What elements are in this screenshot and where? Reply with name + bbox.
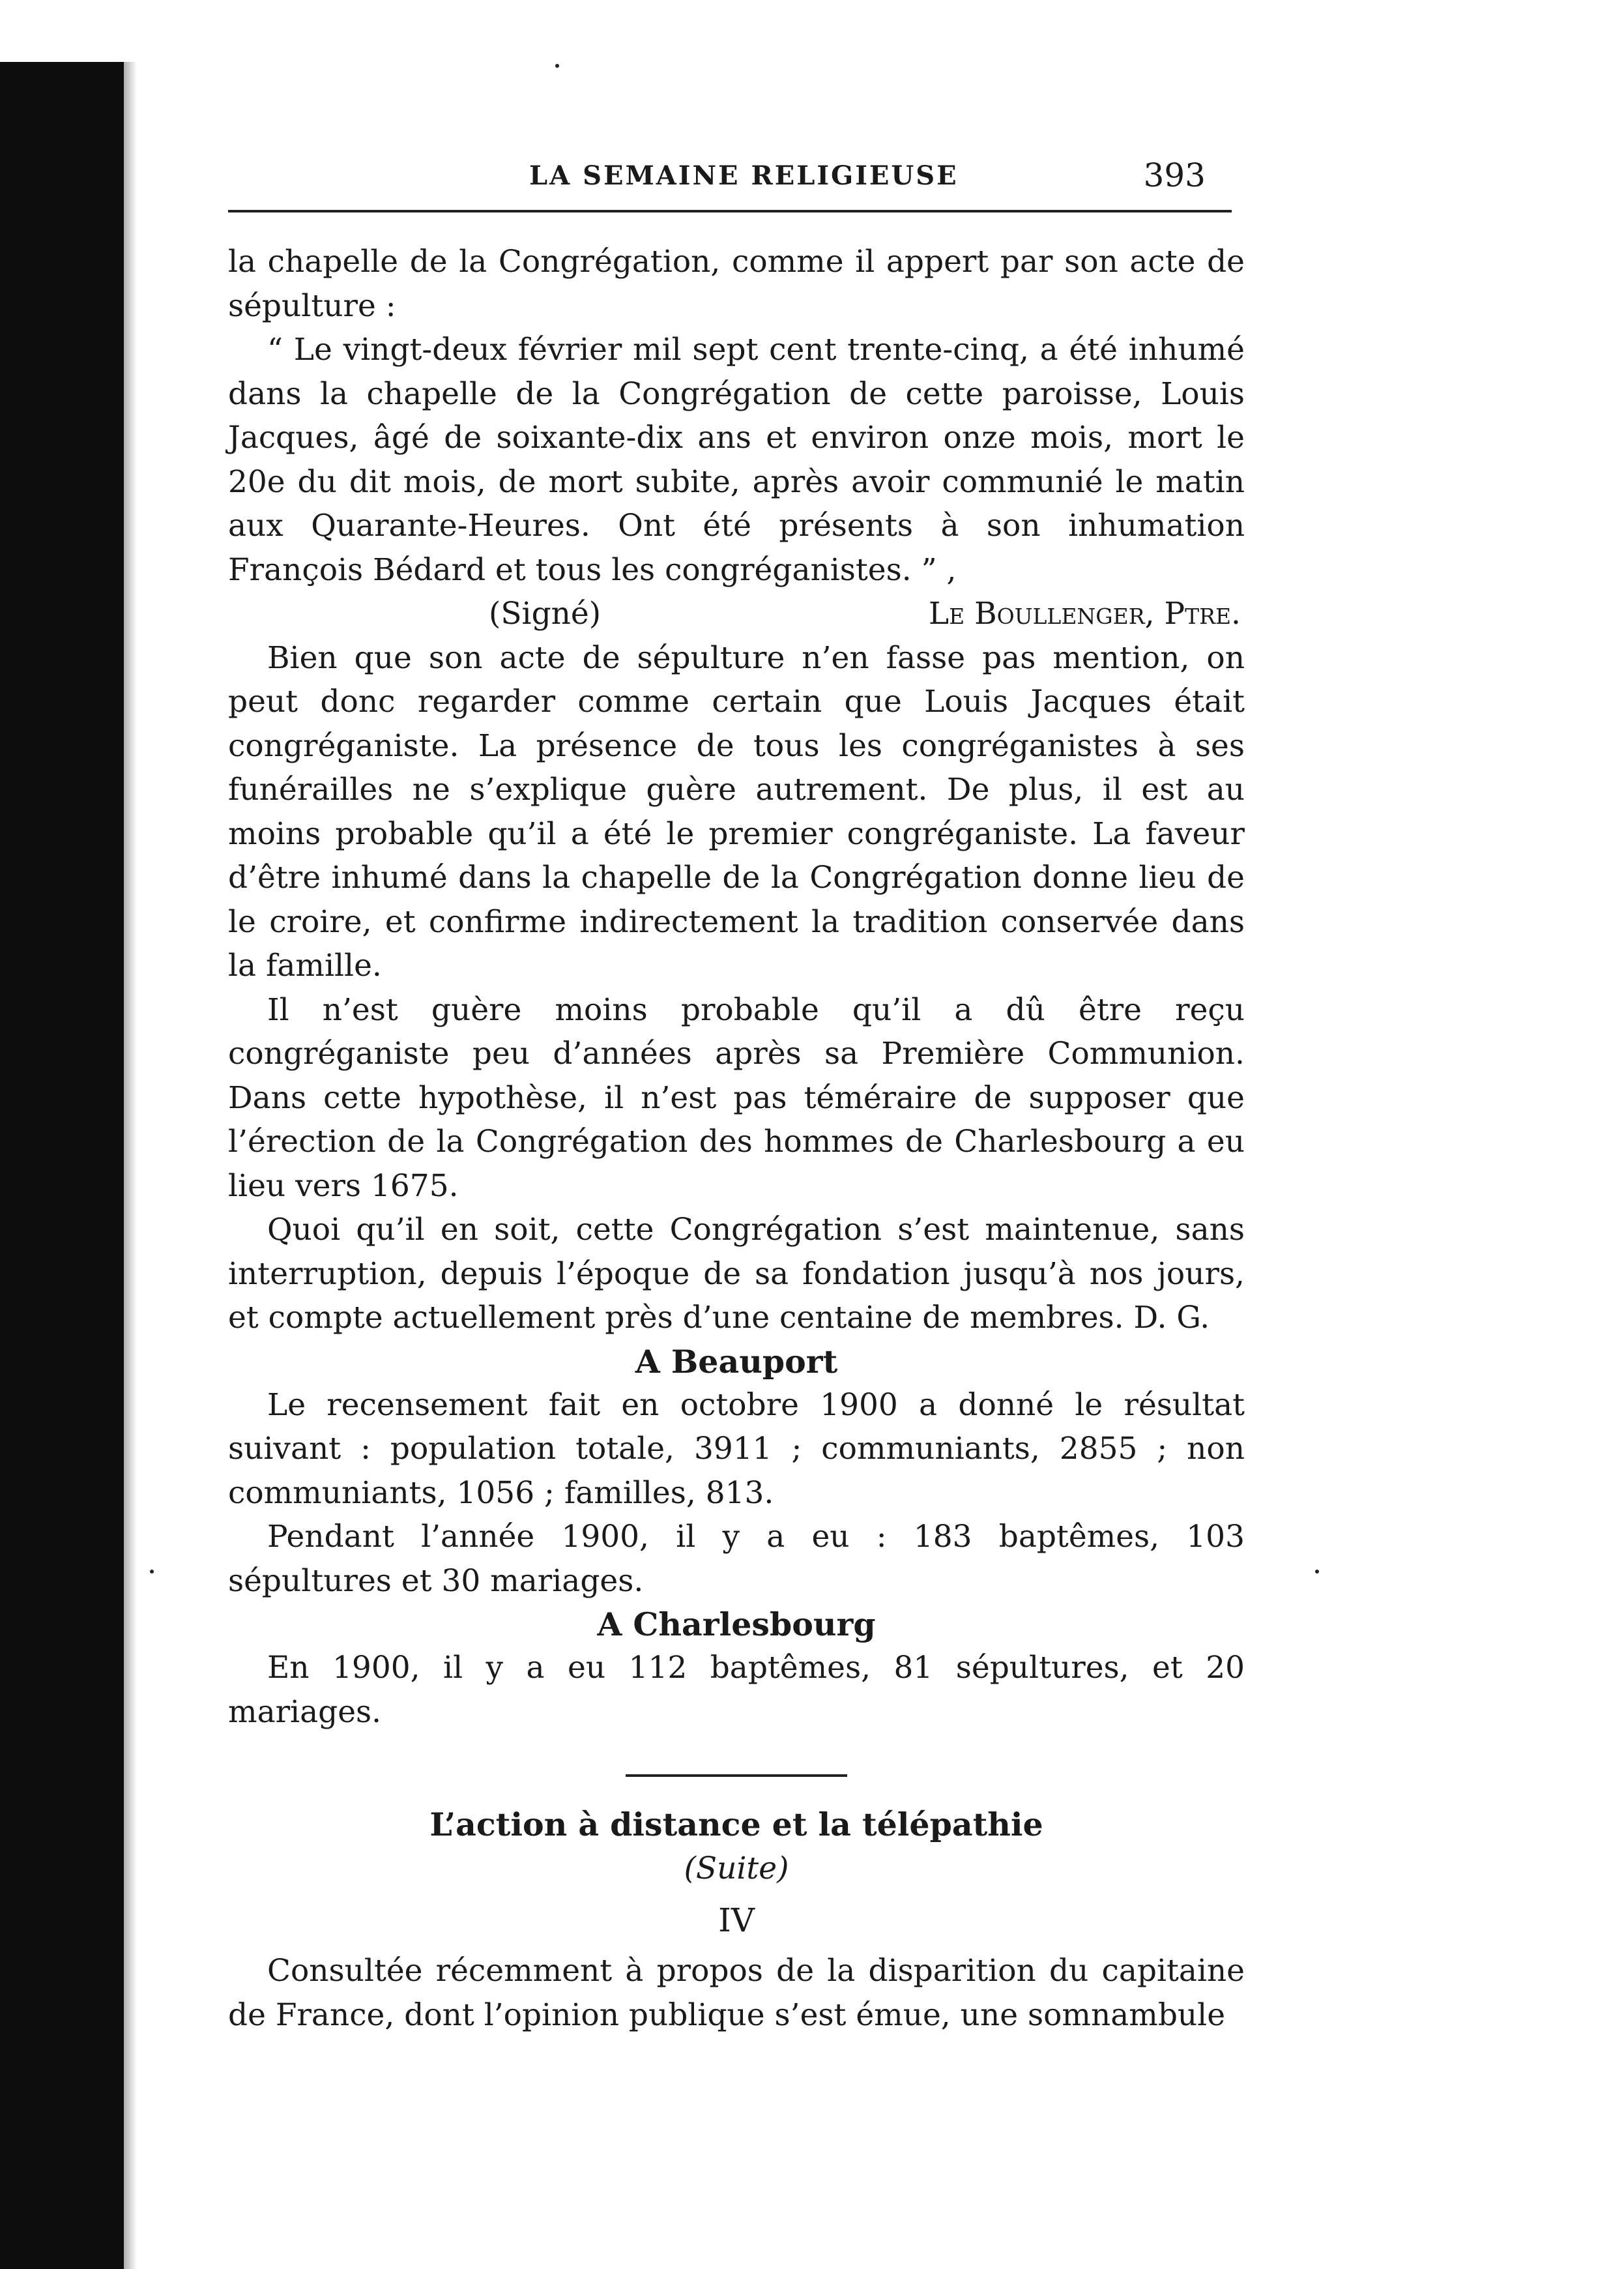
section-number: IV <box>718 1901 755 1939</box>
signature-line <box>228 592 1245 636</box>
running-title: LA SEMAINE RELIGIEUSE <box>529 160 959 191</box>
article-subtitle: (Suite) <box>684 1851 789 1886</box>
paragraph-burial-record: “ Le vingt-deux février mil sept cent trente-cinq, a été inhumé dans la chapelle de la Congrégation de cette paroisse, Louis Jacques, âgé de soixante-dix ans et environ onze mois, mort le 20e du dit mois, de mort subite, après avoir communié le matin aux Quarante-Heures. Ont été présents à son inhumation François Bédard et tous les congréganistes. ” , <box>228 332 1245 588</box>
section-heading-charlesbourg: A Charlesbourg <box>597 1605 876 1643</box>
paragraph-statistics: Pendant l’année 1900, il y a eu : 183 baptêmes, 103 sépultures et 30 mariages. <box>228 1519 1245 1599</box>
signature-label: (Signé) <box>489 596 602 632</box>
book-page <box>228 156 1245 2033</box>
signature-name: Le Boullenger, Ptre. <box>928 596 1241 632</box>
header-rule <box>228 210 1232 212</box>
scan-speck <box>150 1570 154 1574</box>
article-title: L’action à distance et la télépathie <box>429 1806 1043 1843</box>
paragraph: Bien que son acte de sépulture n’en fasse pas mention, on peut donc regarder comme certain que Louis Jacques était congréganiste. La présence de tous les congréganistes à ses funérailles ne s’explique guère autrement. De plus, il est au moins probable qu’il a été le premier congréganiste. La faveur d’être inhumé dans la chapelle de la Congrégation donne lieu de le croire, et confirme indirectement la tradition conservée dans la famille. <box>228 639 1245 984</box>
scan-speck <box>1315 1570 1319 1574</box>
paragraph-article-start: Consultée récemment à propos de la disparition du capitaine de France, dont l’opinion publique s’est émue, une somnambule <box>228 1953 1245 2033</box>
main-text <box>228 240 1245 2037</box>
page-number: 393 <box>1143 156 1206 194</box>
scan-binding-shadow <box>98 62 137 2269</box>
paragraph-statistics: En 1900, il y a eu 112 baptêmes, 81 sépultures, et 20 mariages. <box>228 1650 1245 1730</box>
paragraph: Quoi qu’il en soit, cette Congrégation s’est maintenue, sans interruption, depuis l’époque de sa fondation jusqu’à nos jours, et compte actuellement près d’une centaine de membres. D. G. <box>228 1212 1245 1336</box>
scan-speck <box>555 64 559 68</box>
paragraph-census: Le recensement fait en octobre 1900 a donné le résultat suivant : population totale, 3911 ; communiants, 2855 ; non communiants, 1056 ; familles, 813. <box>228 1386 1245 1511</box>
section-heading-beauport: A Beauport <box>635 1342 838 1381</box>
running-head <box>228 156 1245 202</box>
section-divider <box>626 1774 847 1777</box>
paragraph-continuation: la chapelle de la Congrégation, comme il appert par son acte de sépulture : <box>228 244 1245 324</box>
paragraph: Il n’est guère moins probable qu’il a dû être reçu congréganiste peu d’années après sa Première Communion. Dans cette hypothèse, il n’est pas téméraire de supposer que l’érection de la Congrégation des hommes de Charlesbourg a eu lieu vers 1675. <box>228 991 1245 1204</box>
